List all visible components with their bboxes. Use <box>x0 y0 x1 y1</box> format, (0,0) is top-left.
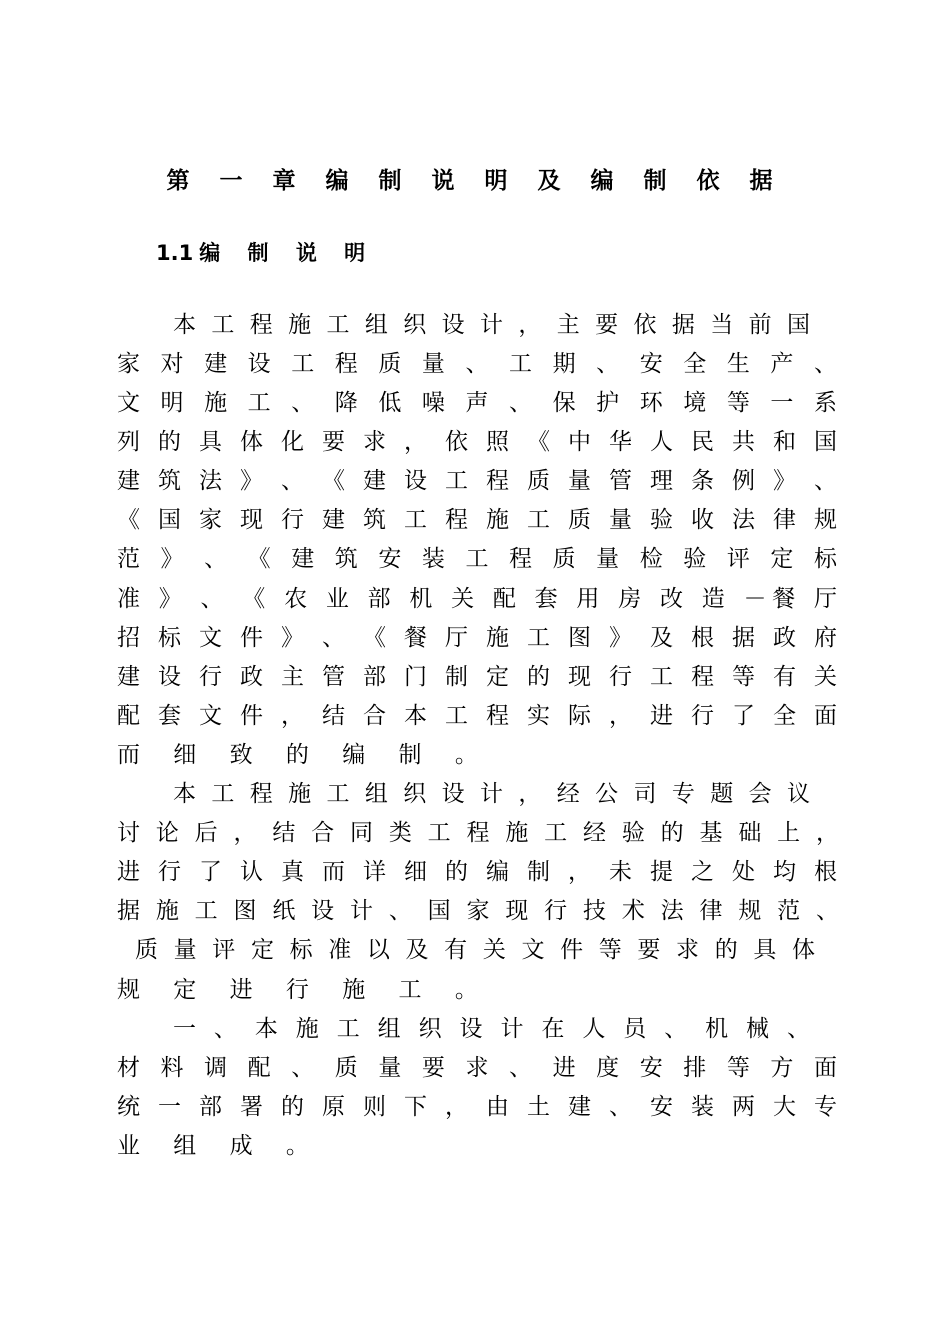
paragraph-line: 建 设 行 政 主 管 部 门 制 定 的 现 行 工 程 等 有 关 <box>117 664 837 690</box>
paragraph-line: 列 的 具 体 化 要 求 ， 依 照 《 中 华 人 民 共 和 国 <box>117 429 837 455</box>
section-number: 1.1 <box>156 241 194 265</box>
paragraph-line: 统 一 部 署 的 原 则 下 ， 由 土 建 、 安 装 两 大 专 <box>117 1094 837 1120</box>
paragraph-line: 招 标 文 件 》 、 《 餐 厅 施 工 图 》 及 根 据 政 府 <box>117 625 837 651</box>
paragraph-line: 业 组 成 。 <box>117 1133 322 1159</box>
paragraph-line: 进 行 了 认 真 而 详 细 的 编 制 ， 未 提 之 处 均 根 <box>117 859 837 885</box>
paragraph-line: 而 细 致 的 编 制 。 <box>117 742 491 768</box>
paragraph-line: 规 定 进 行 施 工 。 <box>117 977 491 1003</box>
paragraph-line: 范 》 、 《 建 筑 安 装 工 程 质 量 检 验 评 定 标 <box>117 546 837 572</box>
paragraph-line: 本 工 程 施 工 组 织 设 计 ， 经 公 司 专 题 会 议 <box>173 781 810 807</box>
paragraph-line: 建 筑 法 》 、 《 建 设 工 程 质 量 管 理 条 例 》 、 <box>117 468 837 494</box>
paragraph-line: 据 施 工 图 纸 设 计 、 国 家 现 行 技 术 法 律 规 范 、 <box>117 898 839 924</box>
paragraph-line: 材 料 调 配 、 质 量 要 求 、 进 度 安 排 等 方 面 <box>117 1055 837 1081</box>
paragraph-line: 配 套 文 件 ， 结 合 本 工 程 实 际 ， 进 行 了 全 面 <box>117 703 837 729</box>
section-heading <box>156 238 375 268</box>
chapter-title: 第 一 章 编 制 说 明 及 编 制 依 据 <box>166 168 784 194</box>
section-title: 编 制 说 明 <box>199 241 376 265</box>
paragraph-line: 一 、 本 施 工 组 织 设 计 在 人 员 、 机 械 、 <box>173 1016 810 1042</box>
paragraph-line: 质 量 评 定 标 准 以 及 有 关 文 件 等 要 求 的 具 体 <box>135 937 815 963</box>
paragraph-line: 本 工 程 施 工 组 织 设 计 ， 主 要 依 据 当 前 国 <box>173 312 810 338</box>
paragraph-line: 文 明 施 工 、 降 低 噪 声 、 保 护 环 境 等 一 系 <box>117 390 837 416</box>
paragraph-line: 《 国 家 现 行 建 筑 工 程 施 工 质 量 验 收 法 律 规 <box>117 507 837 533</box>
paragraph-line: 准 》 、 《 农 业 部 机 关 配 套 用 房 改 造 －餐 厅 <box>117 586 837 612</box>
paragraph-line: 家 对 建 设 工 程 质 量 、 工 期 、 安 全 生 产 、 <box>117 351 837 377</box>
paragraph-line: 讨 论 后 ， 结 合 同 类 工 程 施 工 经 验 的 基 础 上 ， <box>117 820 839 846</box>
